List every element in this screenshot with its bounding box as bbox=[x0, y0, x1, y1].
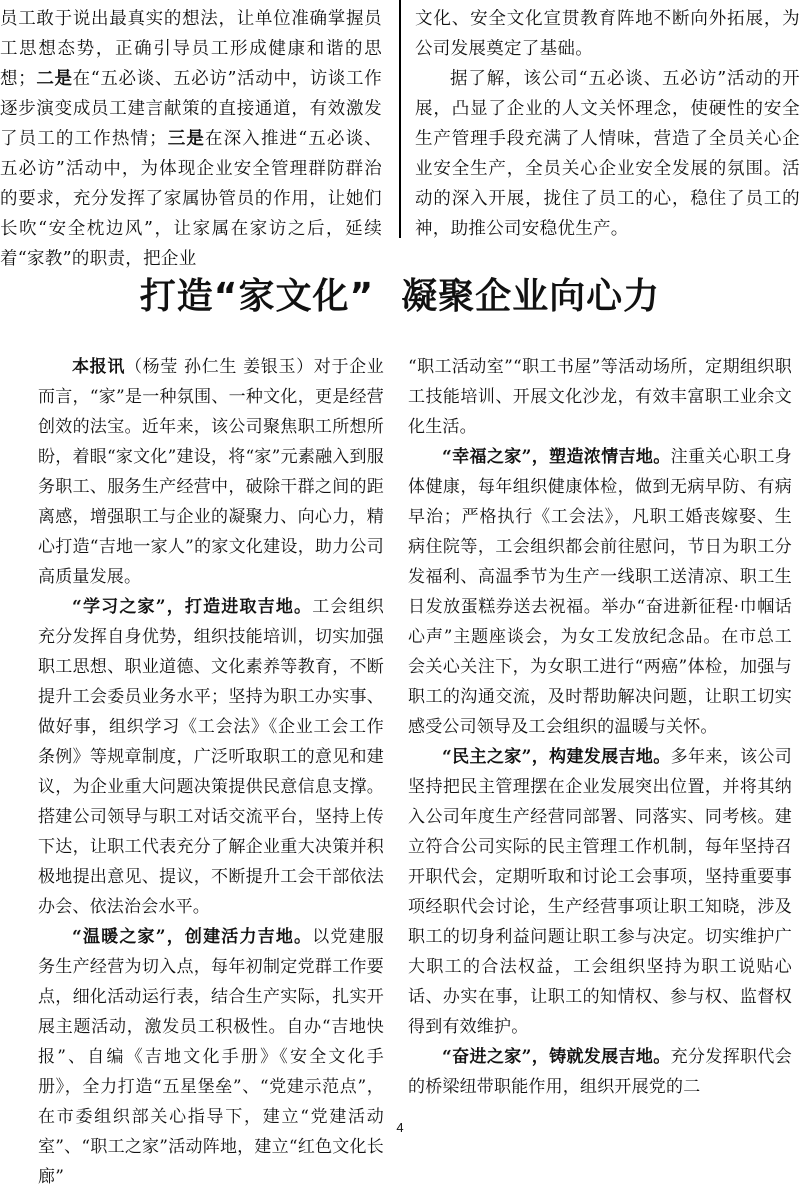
column-divider bbox=[399, 0, 401, 238]
top-left-paragraph: 员工敢于说出最真实的想法，让单位准确掌握员工思想态势，正确引导员工形成健康和谐的思想；二是在“五必谈、五必访”活动中，访谈工作逐步演变成员工建言献策的直接通道，有效激发了员工的工作热情；三是在深入推进“五必谈、五必访”活动中，为体现企业安全管理群防群治的要求，充分发挥了家属协管员的作用，让她们长吹“安全枕边风”，让家属在家访之后，延续着“家教”的职责，把企业 bbox=[0, 9, 383, 269]
article-paragraph-continued: “职工活动室”“职工书屋”等活动场所，定期组织职工技能培训、开展文化沙龙，有效丰富职工业余文化生活。 bbox=[408, 357, 792, 437]
article-title: 打造“家文化” 凝聚企业向心力 bbox=[139, 276, 661, 317]
top-right-column bbox=[415, 4, 800, 244]
top-right-paragraph-1: 文化、安全文化宣贯教育阵地不断向外拓展，为公司发展奠定了基础。 bbox=[415, 9, 800, 59]
article-paragraph-intro: 本报讯（杨莹 孙仁生 姜银玉）对于企业而言，“家”是一种氛围、一种文化，更是经营创效的法宝。近年来，该公司聚焦职工所想所盼，着眼“家文化”建设，将“家”元素融入到服务职工、服务生产经营中，破除干群之间的距离感，增强职工与企业的凝聚力、向心力，精心打造“吉地一家人”的家文化建设，助力公司高质量发展。 bbox=[38, 357, 384, 587]
article-paragraph-democracy-home: “民主之家”，构建发展吉地。多年来，该公司坚持把民主管理摆在企业发展突出位置，并将其纳入公司年度生产经营同部署、同落实、同考核。建立符合公司实际的民主管理工作机制，每年坚持召开职代会，定期听取和讨论工会事项，坚持重要事项经职代会讨论，生产经营事项让职工知晓，涉及职工的切身利益问题让职工参与决定。切实维护广大职工的合法权益，工会组织坚持为职工说贴心话、办实在事，让职工的知情权、参与权、监督权得到有效维护。 bbox=[408, 747, 792, 1037]
article-paragraph-striving-home: “奋进之家”，铸就发展吉地。充分发挥职代会的桥梁纽带职能作用，组织开展党的二 bbox=[408, 1047, 792, 1097]
article-right-column bbox=[408, 352, 792, 1102]
top-right-paragraph-2: 据了解，该公司“五必谈、五必访”活动的开展，凸显了企业的人文关怀理念，使硬性的安全生产管理手段充满了人情味，营造了全员关心企业安全生产，全员关心企业安全发展的氛围。活动的深入开展，拢住了员工的心，稳住了员工的神，助推公司安稳优生产。 bbox=[415, 69, 800, 239]
page-number: 4 bbox=[396, 1120, 404, 1135]
top-left-column bbox=[0, 4, 382, 274]
article-paragraph-happy-home: “幸福之家”，塑造浓情吉地。注重关心职工身体健康，每年组织健康体检，做到无病早防、有病早治；严格执行《工会法》，凡职工婚丧嫁娶、生病住院等，工会组织都会前往慰问，节日为职工分发福利、高温季节为生产一线职工送清凉、职工生日发放蛋糕券送去祝福。举办“奋进新征程·巾帼话心声”主题座谈会，为女工发放纪念品。在市总工会关心关注下，为女职工进行“两癌”体检，加强与职工的沟通交流，及时帮助解决问题，让职工切实感受公司领导及工会组织的温暖与关怀。 bbox=[408, 447, 792, 737]
article-paragraph-warm-home: “温暖之家”，创建活力吉地。以党建服务生产经营为切入点，每年初制定党群工作要点，细化活动运行表，结合生产实际，扎实开展主题活动，激发员工积极性。自办“吉地快报”、自编《吉地文化手册》《安全文化手册》，全力打造“五星堡垒”、“党建示范点”，在市委组织部关心指导下，建立“党建活动室”、“职工之家”活动阵地，建立“红色文化长廊” bbox=[38, 927, 384, 1187]
article-left-column bbox=[38, 352, 384, 1192]
article-paragraph-study-home: “学习之家”，打造进取吉地。工会组织充分发挥自身优势，组织技能培训，切实加强职工思想、职业道德、文化素养等教育，不断提升工会委员业务水平；坚持为职工办实事、做好事，组织学习《工会法》《企业工会工作条例》等规章制度，广泛听取职工的意见和建议，为企业重大问题决策提供民意信息支撑。搭建公司领导与职工对话交流平台，坚持上传下达，让职工代表充分了解企业重大决策并积极地提出意见、提议，不断提升工会干部依法办会、依法治会水平。 bbox=[38, 597, 384, 917]
